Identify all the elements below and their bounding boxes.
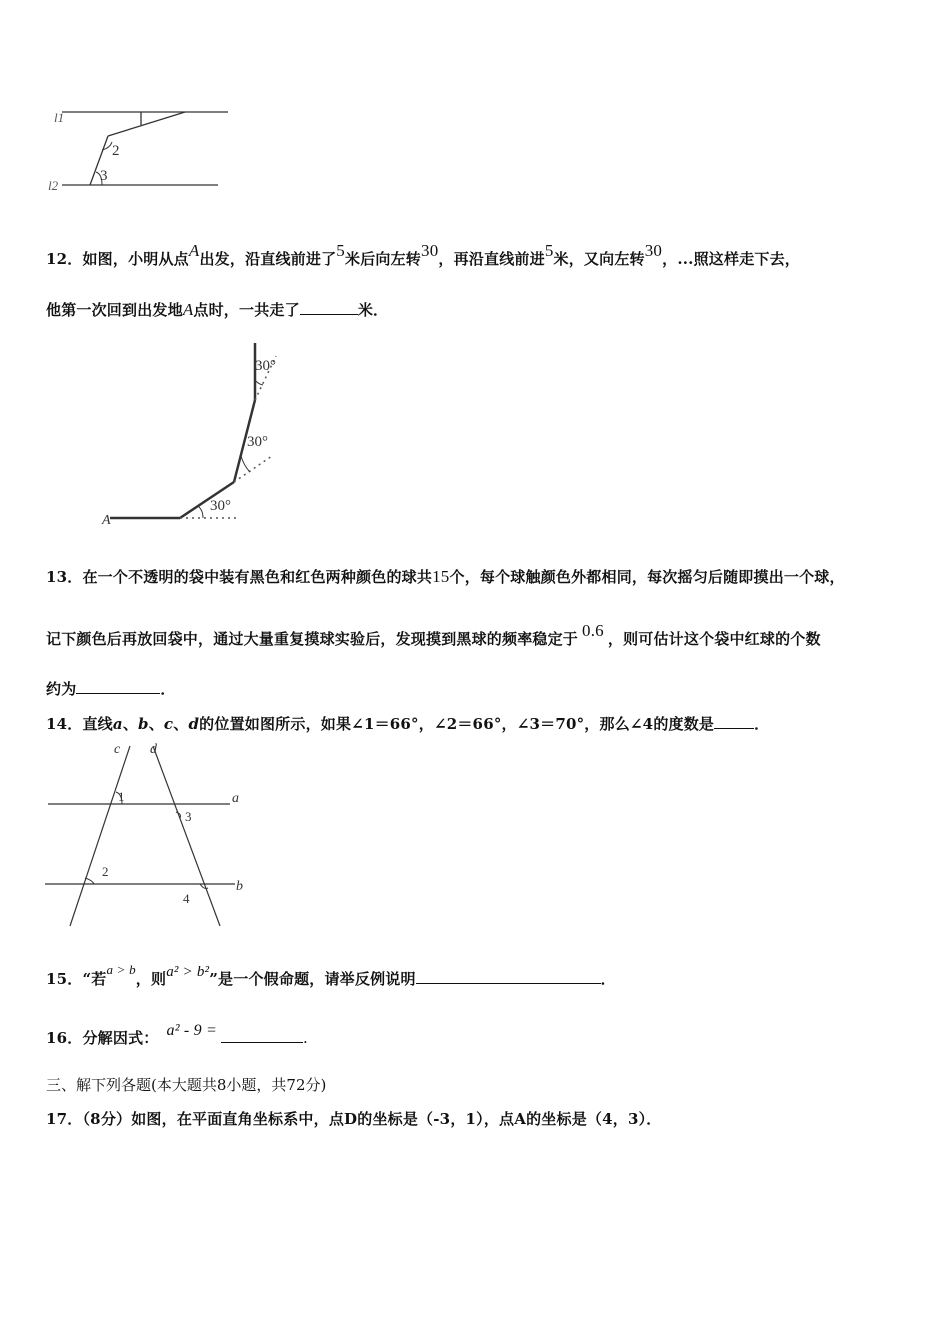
label-line-d: d (150, 742, 157, 757)
question-13-line-3: 约为 ． (46, 680, 176, 698)
label-line-b: b (236, 879, 243, 894)
expression-a2-minus-9: a² - 9 = (166, 1022, 218, 1039)
question-16: 16．分解因式： a² - 9 = . (46, 1022, 308, 1047)
label-angle-1: 1 (118, 789, 125, 804)
conclusion-a2-gt-b2: a² > b² (166, 964, 210, 980)
label-line-c: c (114, 742, 121, 757)
frequency-value: 0.6 (582, 621, 604, 640)
answer-blank-12[interactable] (300, 300, 358, 315)
figure-four-lines-14 (40, 738, 260, 933)
angle-30-second: 30 (644, 241, 663, 260)
question-12-line-2: 他第一次回到出发地A点时，一共走了 米． (46, 300, 389, 319)
angle-30: 30 (421, 241, 439, 260)
condition-a-gt-b: a > b (106, 962, 136, 977)
answer-blank-15[interactable] (416, 969, 601, 984)
label-line-a: a (232, 791, 239, 806)
answer-blank-14[interactable] (714, 714, 754, 729)
question-13-line-2: 记下颜色后再放回袋中，通过大量重复摸球实验后，发现摸到黑球的频率稳定于 0.6 ，则可估计这个袋中红球的个数 (46, 621, 821, 648)
section-3-heading: 三、解下列各题(本大题共8小题，共72分) (46, 1076, 327, 1094)
label-30-middle: 30° (247, 434, 268, 450)
answer-blank-16[interactable] (221, 1028, 303, 1043)
label-angle-2: 2 (112, 143, 120, 159)
question-14: 14．直线a、b、c、d的位置如图所示，如果∠1＝66°，∠2＝66°，∠3＝70°，那么∠4的度数是 ． (46, 715, 770, 733)
question-15: 15．“若a > b，则a² > b²”是一个假命题，请举反例说明 ． (46, 962, 616, 988)
label-angle-4: 4 (183, 891, 190, 906)
answer-blank-13[interactable] (76, 679, 160, 694)
distance-5: 5 (336, 241, 345, 260)
label-30-top: 30° (255, 358, 276, 374)
label-l2: l2 (48, 178, 59, 193)
point-A: A (188, 241, 200, 260)
question-12-line-1: 12．如图，小明从点A出发，沿直线前进了5米后向左转30，再沿直线前进5米，又向左转30，...照这样走下去， (46, 241, 801, 268)
question-17: 17．（8分）如图，在平面直角坐标系中，点D的坐标是（-3，1），点A的坐标是（4，3）． (46, 1110, 662, 1128)
figure-walking-path-12 (100, 338, 300, 533)
ball-total-15: 15 (432, 567, 450, 586)
label-angle-2: 2 (102, 864, 109, 879)
point-A-again: A (182, 300, 194, 319)
label-start-A: A (102, 513, 111, 528)
label-l1: l1 (54, 110, 65, 125)
label-30-bottom: 30° (210, 498, 231, 514)
figure-parallel-lines-11 (40, 100, 250, 200)
label-angle-3: 3 (185, 809, 192, 824)
distance-5-second: 5 (544, 241, 554, 260)
label-angle-3: 3 (100, 168, 108, 184)
question-13-line-1: 13．在一个不透明的袋中装有黑色和红色两种颜色的球共15个，每个球触颜色外都相同，每次摇匀后随即摸出一个球， (46, 567, 845, 586)
q12-number: 12． (46, 250, 83, 268)
